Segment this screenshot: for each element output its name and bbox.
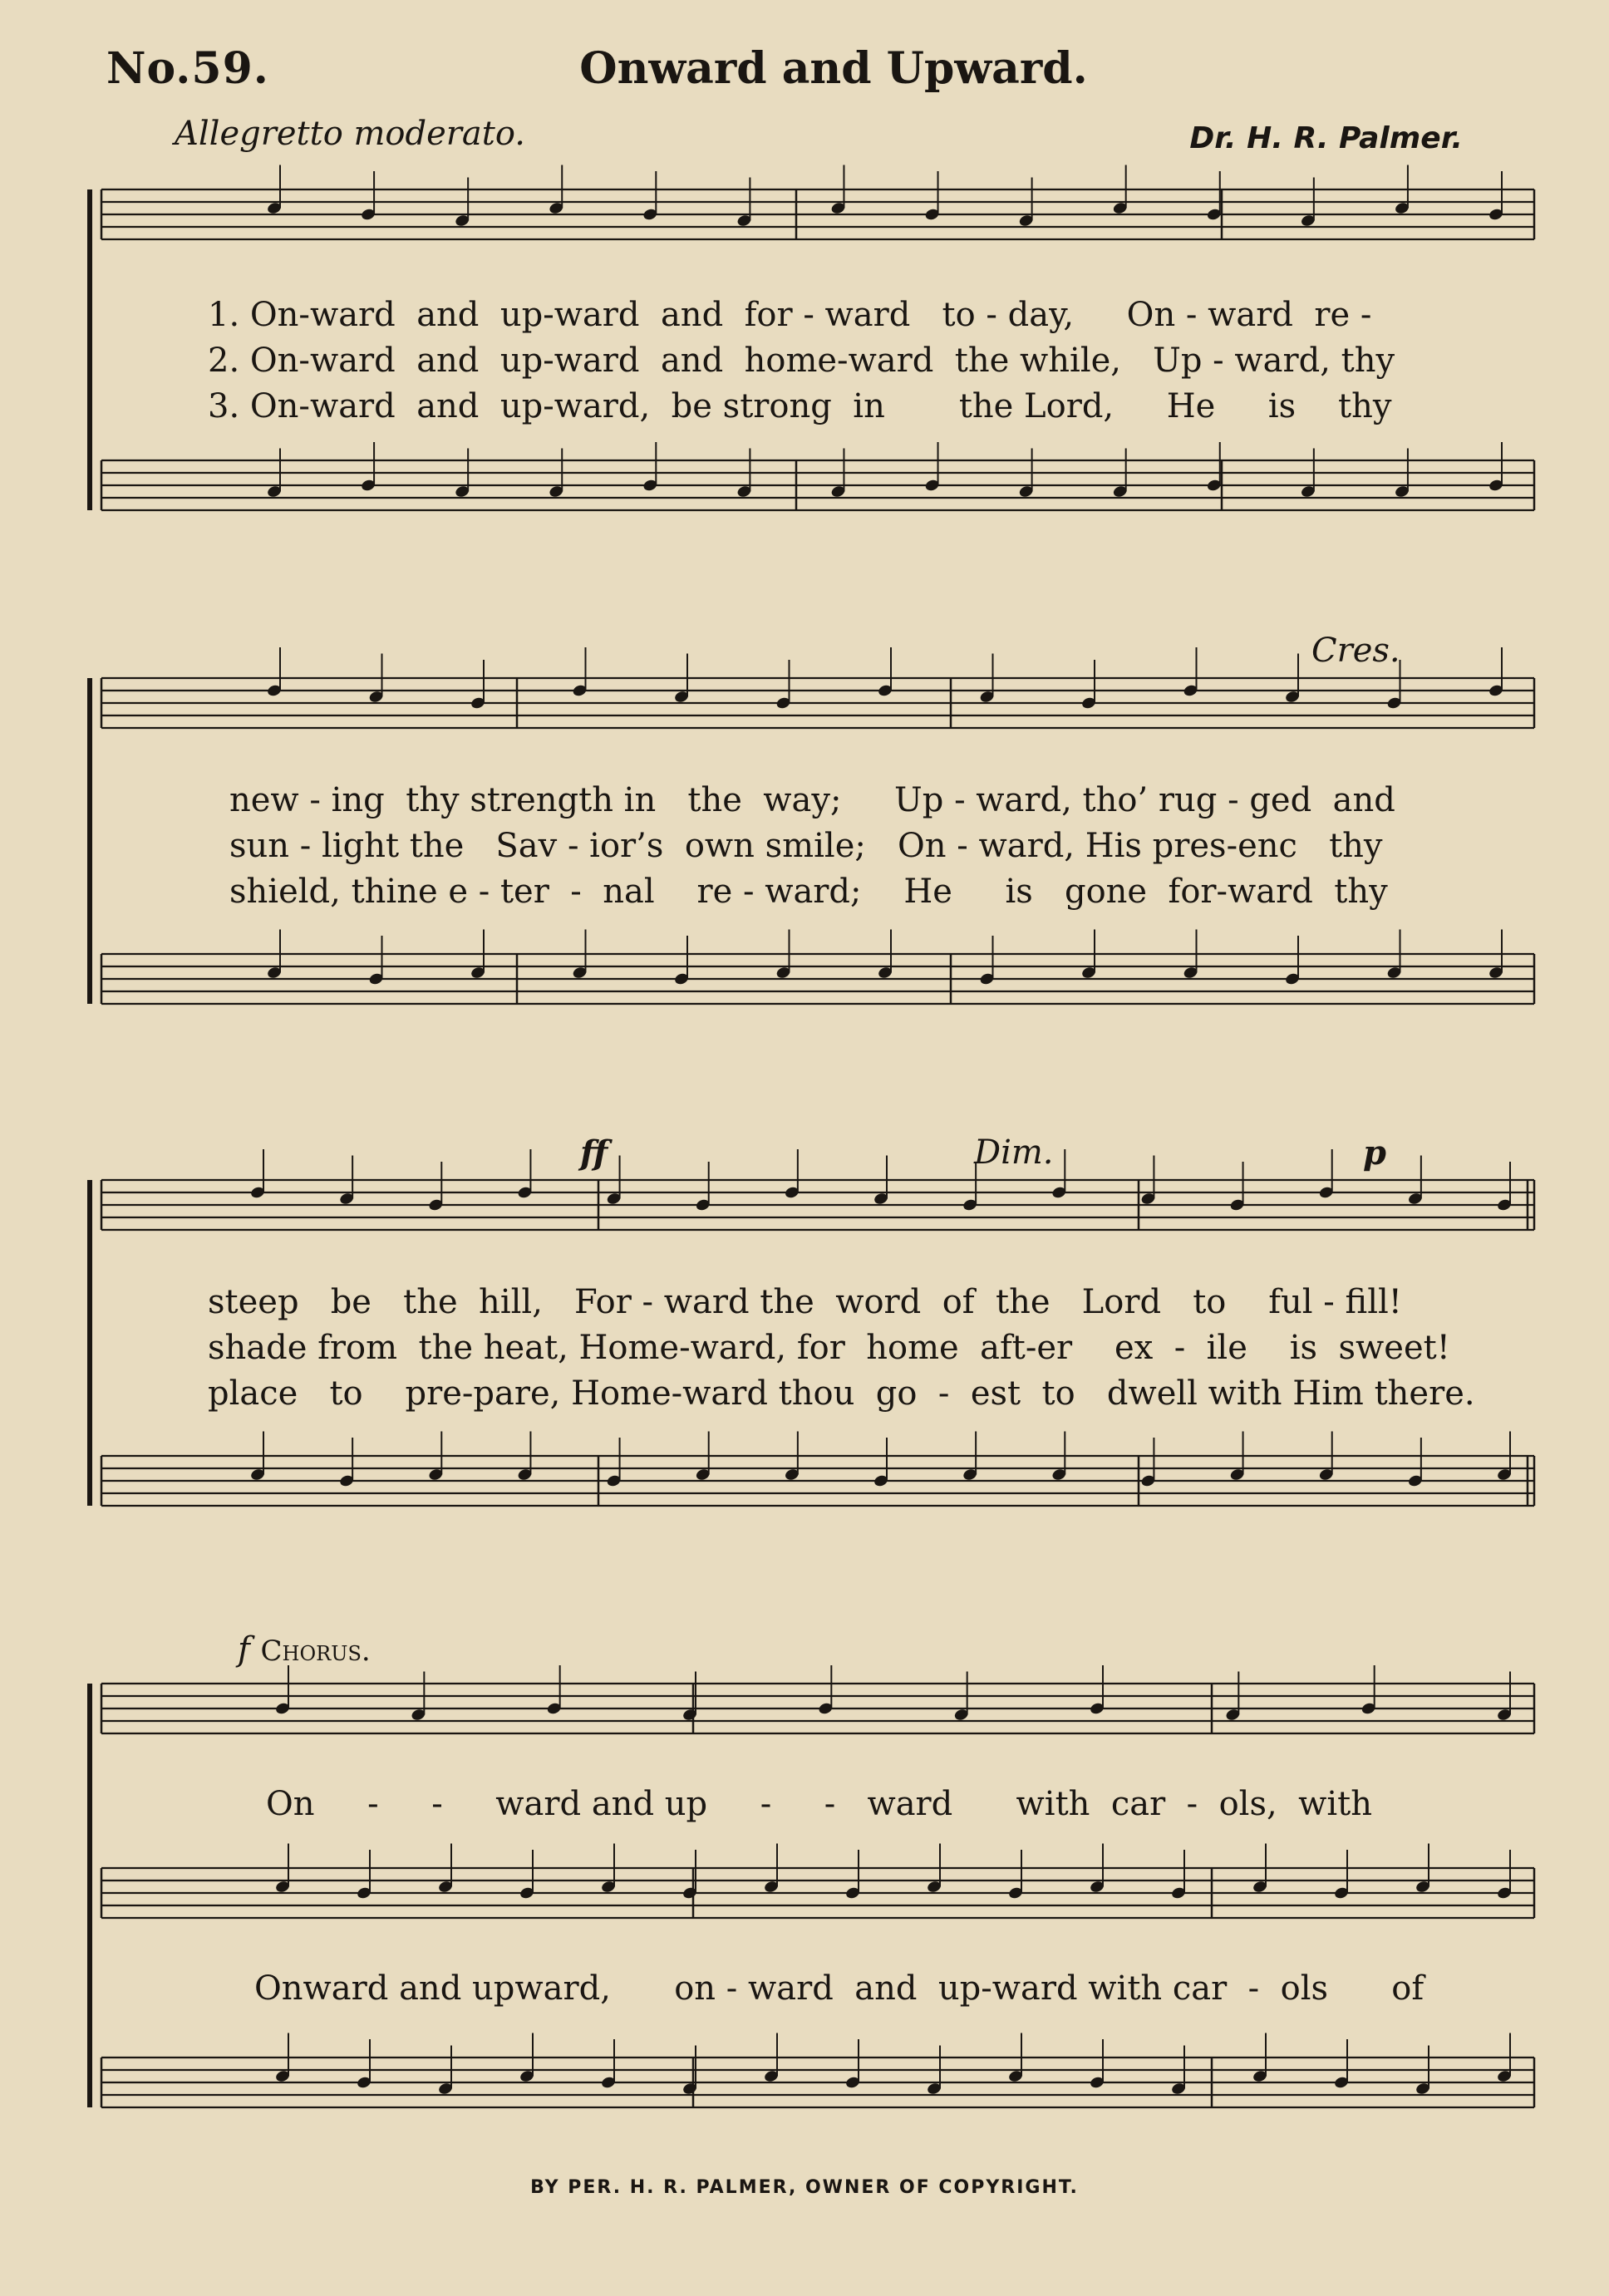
verse1-line2: new - ing thy strength in the way; Up - ward, tho’ rug - ged and xyxy=(229,781,1395,819)
chorus-heading xyxy=(238,1630,371,1669)
dynamic-p: p xyxy=(1363,1133,1386,1173)
composer-credit: Dr. H. R. Palmer. xyxy=(1189,121,1463,155)
hymn-number: No.59. xyxy=(106,43,269,94)
verse2-line3: shade from the heat, Home-ward, for home aft-er ex - ile is sweet! xyxy=(208,1329,1450,1367)
verse3-line3: place to pre-pare, Home-ward thou go - est to dwell with Him there. xyxy=(208,1374,1475,1413)
dynamic-ff: ff xyxy=(580,1133,608,1173)
verse3-line1: 3. On-ward and up-ward, be strong in the Lord, He is thy xyxy=(208,387,1392,425)
verse1-line1: 1. On-ward and up-ward and for - ward to - day, On - ward re - xyxy=(208,296,1372,334)
chorus-alto-lyric: Onward and upward, on - ward and up-ward with car - ols of xyxy=(254,1969,1424,2008)
tempo-marking: Allegretto moderato. xyxy=(175,115,525,153)
chorus-soprano-lyric: On - - ward and up - - ward with car - ols, with xyxy=(266,1785,1373,1823)
dynamic-chorus-f: f xyxy=(238,1630,250,1669)
dynamic-dim: Dim. xyxy=(974,1133,1054,1172)
copyright-footer: BY PER. H. R. PALMER, OWNER OF COPYRIGHT. xyxy=(530,2177,1079,2198)
hymn-title: Onward and Upward. xyxy=(579,43,1088,94)
verse2-line1: 2. On-ward and up-ward and home-ward the while, Up - ward, thy xyxy=(208,342,1395,380)
verse3-line2: shield, thine e - ter - nal re - ward; He is gone for-ward thy xyxy=(229,873,1388,911)
verse2-line2: sun - light the Sav - ior’s own smile; On - ward, His pres-enc thy xyxy=(229,827,1383,865)
dynamic-cres: Cres. xyxy=(1311,632,1400,670)
verse1-line3: steep be the hill, For - ward the word of the Lord to ful - fill! xyxy=(208,1283,1402,1321)
chorus-label: Chorus. xyxy=(260,1635,371,1668)
